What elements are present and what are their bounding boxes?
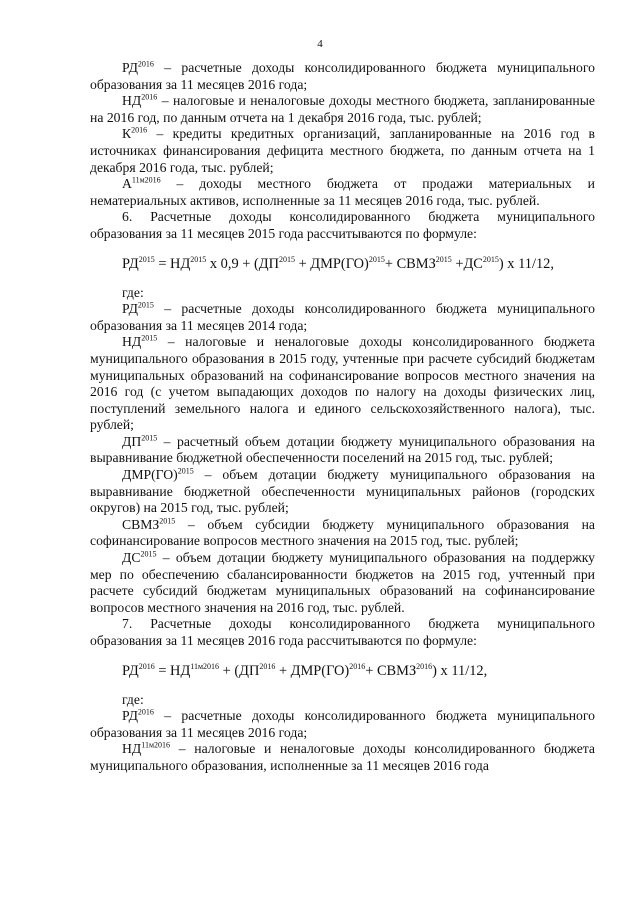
formula-index: 2015: [482, 254, 499, 264]
formula-part: РД: [122, 662, 139, 679]
term: СВМЗ: [122, 516, 160, 532]
term: К: [122, 126, 132, 142]
formula-index: 2016: [259, 661, 276, 671]
definition-text: – налоговые и неналоговые доходы консолидированного бюджета муниципального образования, исполненные за 11 месяцев 2016 года: [90, 741, 595, 773]
formula-index: 2016: [416, 661, 433, 671]
term: РД: [122, 301, 138, 317]
formula-part: х 0,9 + (ДП: [206, 255, 279, 272]
clause-7: 7. Расчетные доходы консолидированного бюджета муниципального образования за 11 месяцев 2016 года рассчитываются по формуле:: [90, 616, 595, 648]
definition-dp-2015: [90, 434, 595, 467]
definition-rd-2015: [90, 301, 595, 334]
formula-part: = НД: [154, 255, 191, 272]
formula-index: 2016: [349, 661, 366, 671]
formula-part: ) х 11/12,: [432, 662, 488, 679]
definition-text: – расчетные доходы консолидированного бюджета муниципального образования за 11 месяцев 2014 года;: [90, 301, 595, 333]
term: ДП: [122, 433, 142, 449]
term-index: 2016: [137, 59, 154, 69]
term-index: 2015: [177, 466, 194, 476]
definition-a-11m2016: [90, 176, 595, 209]
definition-text: – объем дотации бюджету муниципального образования на выравнивание бюджетной обеспеченности муниципальных районов (городских округов) на 2015 год, тыс. рублей;: [90, 467, 595, 516]
formula-index: 2015: [138, 254, 155, 264]
definition-nd-2015: [90, 334, 595, 434]
definition-rd-2016: [90, 60, 595, 93]
definition-ds-2015: [90, 550, 595, 616]
formula-part: ) х 11/12,: [498, 255, 554, 272]
definition-svmz-2015: [90, 517, 595, 550]
formula-part: +ДС: [451, 255, 483, 272]
term-index: 2015: [140, 549, 157, 559]
definition-text: – налоговые и неналоговые доходы консолидированного бюджета муниципального образования в 2015 году, учтенные при расчете субсидий бюджетам муниципальных образований на софинансирование вопросов местного значения на 2016 год (с учетом выпадающих доходов по налогу на доходы физических лиц, поступлений земельного налога и единого сельскохозяйственного налога), тыс. рублей;: [90, 334, 595, 433]
definition-text: – кредиты кредитных организаций, запланированные на 2016 год в источниках финансирования дефицита местного бюджета, по данным отчета на 1 декабря 2016 года, тыс. рублей;: [90, 126, 595, 175]
definition-text: – объем дотации бюджету муниципального образования на поддержку мер по обеспечению сбалансированности бюджетов на 2015 год, учтенный при расчете субсидий бюджетам муниципальных образований на софинансирование вопросов местного значения на 2016 год, тыс. рублей.: [90, 550, 595, 615]
clause-6: 6. Расчетные доходы консолидированного бюджета муниципального образования за 11 месяцев 2015 года рассчитываются по формуле:: [90, 209, 595, 241]
definition-text: – расчетные доходы консолидированного бюджета муниципального образования за 11 месяцев 2016 года;: [90, 708, 595, 740]
term: ДМР(ГО): [122, 467, 178, 483]
formula-rd-2016: [90, 663, 595, 680]
formula-part: + СВМЗ: [384, 255, 436, 272]
definition-dmr-2015: [90, 467, 595, 517]
formula-index: 11м2016: [190, 661, 220, 671]
definition-text: – расчетные доходы консолидированного бюджета муниципального образования за 11 месяцев 2016 года;: [90, 60, 595, 92]
definition-nd-11m2016: [90, 741, 595, 774]
term-index: 2015: [159, 516, 176, 526]
definition-text: – доходы местного бюджета от продажи материальных и нематериальных активов, исполненные за 11 месяцев 2016 года, тыс. рублей.: [90, 176, 595, 208]
formula-index: 2015: [435, 254, 452, 264]
term: НД: [122, 741, 142, 757]
formula-index: 2015: [368, 254, 385, 264]
formula-part: + (ДП: [219, 662, 260, 679]
definition-rd-2016-b: [90, 708, 595, 741]
definition-text: – объем субсидии бюджету муниципального образования на софинансирование вопросов местного значения на 2015 год, тыс. рублей;: [90, 516, 595, 549]
definition-k-2016: [90, 126, 595, 176]
definition-nd-2016: [90, 93, 595, 126]
term-index: 2015: [141, 433, 158, 443]
formula-part: + СВМЗ: [365, 662, 417, 679]
term-index: 11м2016: [141, 740, 170, 750]
term-index: 2016: [131, 125, 148, 135]
term-index: 11м2016: [131, 175, 161, 185]
term-index: 2016: [141, 92, 158, 102]
formula-part: = НД: [154, 662, 191, 679]
formula-index: 2015: [278, 254, 295, 264]
term-index: 2015: [137, 300, 154, 310]
term: А: [122, 176, 132, 192]
formula-part: РД: [122, 255, 139, 272]
document-body: [90, 60, 595, 775]
formula-part: + ДМР(ГО): [275, 662, 350, 679]
formula-index: 2016: [138, 661, 155, 671]
formula-index: 2015: [190, 254, 207, 264]
term: НД: [122, 334, 142, 350]
term: РД: [122, 708, 138, 724]
term-index: 2016: [137, 707, 154, 717]
where-label: где:: [122, 691, 144, 707]
formula-rd-2015: [90, 256, 595, 273]
term: РД: [122, 60, 138, 75]
definition-text: – налоговые и неналоговые доходы местного бюджета, запланированные на 2016 год, по данным отчета на 1 декабря 2016 года, тыс. рублей;: [90, 93, 595, 125]
definition-text: – расчетный объем дотации бюджету муниципального образования на выравнивание бюджетной обеспеченности поселений на 2015 год, тыс. рублей;: [90, 433, 595, 466]
term-index: 2015: [141, 333, 158, 343]
term: ДС: [122, 550, 141, 566]
where-label: где:: [122, 284, 144, 300]
term: НД: [122, 93, 142, 109]
page-number: 4: [317, 38, 323, 50]
formula-part: + ДМР(ГО): [294, 255, 369, 272]
